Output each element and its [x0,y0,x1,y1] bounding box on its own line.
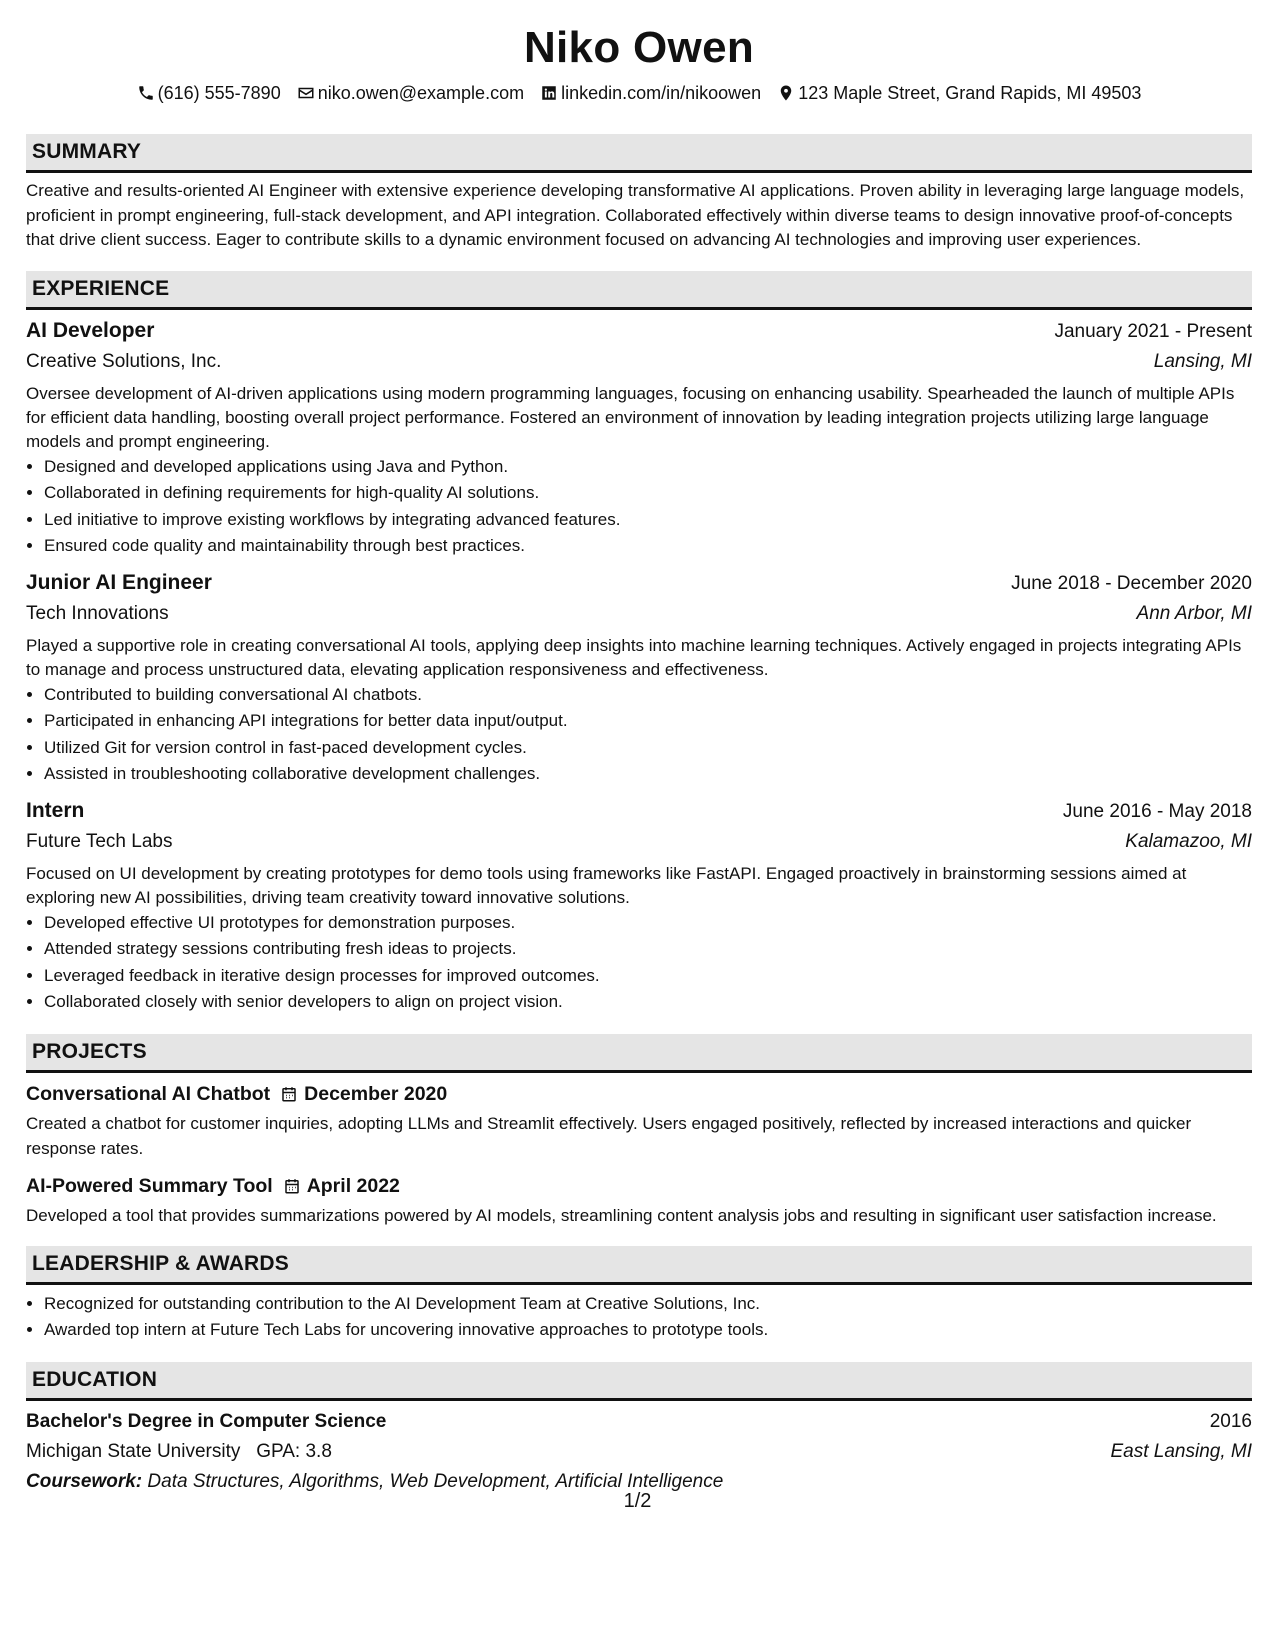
degree-title: Bachelor's Degree in Computer Science [26,1410,387,1432]
job-entry [26,568,1252,788]
job-location: Kalamazoo, MI [1125,830,1252,852]
list-item: • Attended strategy sessions contributing fresh ideas to projects. [44,936,1252,963]
gpa: GPA: 3.8 [256,1440,332,1462]
phone-icon [137,84,155,102]
job-description: Oversee development of AI-driven applications using modern programming languages, focusing on enhancing usability. Spearheaded the launch of multiple APIs for efficient data handling, boosting overall project performance. Fostered an environment of innovation by leading integration projects utilizing large language models and prompt engineering. [26,383,1235,451]
job-title: Junior AI Engineer [26,570,212,594]
project-description: Developed a tool that provides summarizations powered by AI models, streamlining content analysis jobs and resulting in significant user satisfaction increase. [26,1205,1217,1225]
resume-page [26,20,1252,1497]
school-row [26,1437,1252,1467]
list-item: • Designed and developed applications using Java and Python. [44,454,1252,481]
graduation-year: 2016 [1209,1410,1252,1432]
projects-section [26,1034,1252,1228]
job-company: Future Tech Labs [26,830,173,852]
contact-phone [137,80,281,106]
job-bullets [26,682,1252,788]
contact-linkedin[interactable] [540,80,761,106]
school-info [26,1437,332,1467]
list-item: • Assisted in troubleshooting collaborative development challenges. [44,761,1252,788]
leadership-list [26,1291,1252,1344]
project-description: Created a chatbot for customer inquiries, adopting LLMs and Streamlit effectively. Users engaged positively, reflected by increased interactions and quicker response rates. [26,1113,1192,1158]
list-item: • Ensured code quality and maintainability through best practices. [44,533,1252,560]
job-bullets [26,910,1252,1016]
job-company-row [26,347,1252,377]
section-header [26,1362,1252,1401]
email-link[interactable]: niko.owen@example.com [317,83,525,103]
job-dates: January 2021 - Present [1054,320,1252,342]
project-entry [26,1079,1252,1161]
job-title-row [26,796,1252,827]
experience-section [26,271,1252,1016]
linkedin-link[interactable]: linkedin.com/in/nikoowen [561,83,762,103]
project-name: Conversational AI Chatbot [26,1082,271,1105]
job-location: Lansing, MI [1153,350,1252,372]
job-title-row [26,568,1252,599]
list-item: • Led initiative to improve existing workflows by integrating advanced features. [44,507,1252,534]
list-item: • Recognized for outstanding contribution to the AI Development Team at Creative Solutions, Inc. [44,1291,1252,1318]
job-description: Focused on UI development by creating prototypes for demo tools using frameworks like FastAPI. Engaged proactively in brainstorming sessions aimed at exploring new AI possibilities, driving team creativity toward innovative solutions. [26,863,1187,907]
job-entry [26,316,1252,560]
envelope-icon [297,84,315,102]
job-entry [26,796,1252,1016]
job-company: Tech Innovations [26,602,169,624]
education-entry [26,1407,1252,1497]
job-title-row [26,316,1252,347]
linkedin-icon [540,84,558,102]
contact-email[interactable] [297,80,524,106]
project-date [280,1079,447,1109]
section-title: LEADERSHIP & AWARDS [32,1251,289,1275]
list-item: • Participated in enhancing API integrations for better data input/output. [44,708,1252,735]
section-title: EDUCATION [32,1367,158,1391]
calendar-icon [280,1085,298,1103]
phone-text: (616) 555-7890 [157,83,281,103]
school-location: East Lansing, MI [1110,1440,1252,1462]
section-title: EXPERIENCE [32,276,170,300]
project-entry [26,1171,1252,1228]
list-item: • Utilized Git for version control in fast-paced development cycles. [44,735,1252,762]
job-company-row [26,599,1252,629]
job-dates: June 2018 - December 2020 [1011,572,1252,594]
coursework-text: Data Structures, Algorithms, Web Development, Artificial Intelligence [147,1470,724,1492]
list-item: • Leveraged feedback in iterative design processes for improved outcomes. [44,963,1252,990]
project-date-text: December 2020 [304,1082,448,1105]
list-item: • Contributed to building conversational AI chatbots. [44,682,1252,709]
list-item: • Collaborated in defining requirements for high-quality AI solutions. [44,480,1252,507]
project-date-text: April 2022 [306,1174,400,1197]
list-item: • Awarded top intern at Future Tech Labs for uncovering innovative approaches to prototype tools. [44,1317,1252,1344]
page-number: 1/2 [623,1490,652,1512]
contact-address [777,80,1141,106]
section-header [26,1246,1252,1285]
school-name: Michigan State University [26,1440,241,1462]
job-title: Intern [26,798,85,822]
education-section [26,1362,1252,1497]
job-bullets [26,454,1252,560]
summary-section [26,134,1252,253]
degree-row [26,1407,1252,1437]
job-company: Creative Solutions, Inc. [26,350,222,372]
job-dates: June 2016 - May 2018 [1062,800,1252,822]
list-item: • Collaborated closely with senior developers to align on project vision. [44,989,1252,1016]
project-header [26,1079,1252,1109]
leadership-section [26,1246,1252,1344]
section-header [26,271,1252,310]
address-text: 123 Maple Street, Grand Rapids, MI 49503 [798,83,1142,103]
section-header [26,1034,1252,1073]
list-item: • Developed effective UI prototypes for demonstration purposes. [44,910,1252,937]
contact-bar [26,80,1252,106]
section-header [26,134,1252,173]
job-location: Ann Arbor, MI [1136,602,1252,624]
project-name: AI-Powered Summary Tool [26,1174,273,1197]
job-title: AI Developer [26,318,155,342]
summary-text: Creative and results-oriented AI Engineer with extensive experience developing transformative AI applications. Proven ability in leveraging large language models, proficient in prompt engineering, full-stack development, and API integration. Collaborated effectively within diverse teams to design innovative proof-of-concepts that drive client success. Eager to contribute skills to a dynamic environment focused on advancing AI technologies and improving user experiences. [26,181,1245,249]
section-title: SUMMARY [32,140,142,163]
resume-name: Niko Owen [523,23,755,72]
project-header [26,1171,1252,1201]
job-company-row [26,827,1252,857]
job-description: Played a supportive role in creating conversational AI tools, applying deep insights into machine learning techniques. Actively engaged in projects integrating APIs to manage and process unstructured data, elevating application responsiveness and effectiveness. [26,635,1242,679]
section-title: PROJECTS [32,1039,147,1063]
calendar-icon [283,1177,301,1195]
map-marker-icon [777,84,795,102]
coursework-label: Coursework: [26,1470,143,1492]
project-date [283,1171,400,1201]
